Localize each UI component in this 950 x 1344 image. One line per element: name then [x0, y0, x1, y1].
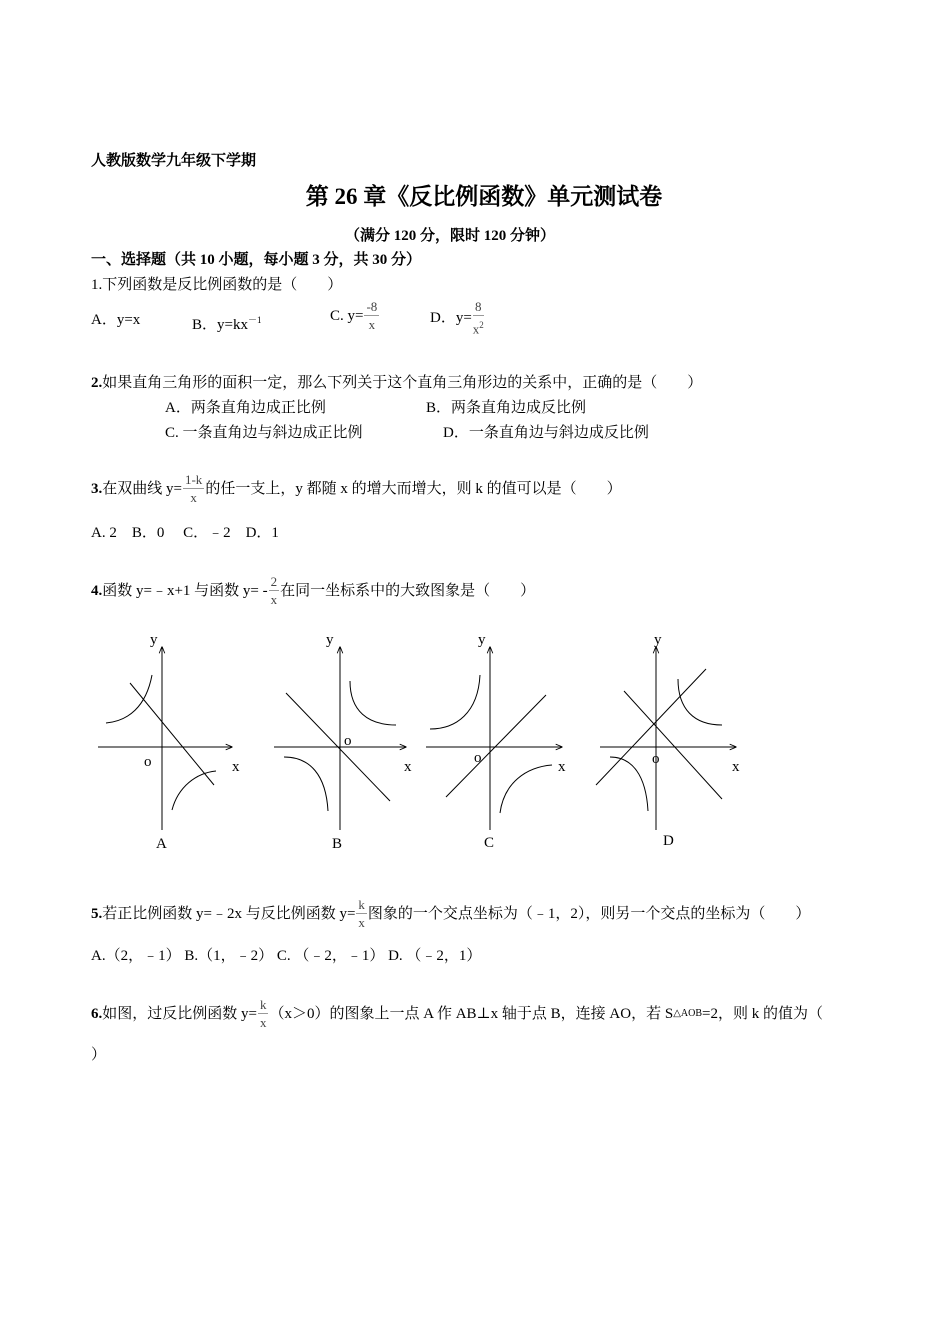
- fraction-denominator: [473, 316, 484, 336]
- x-label: x: [232, 759, 240, 775]
- graph-label: B: [332, 836, 343, 852]
- line-graph: [624, 691, 722, 799]
- origin-label: o: [652, 751, 660, 767]
- fraction-denominator: x: [259, 1015, 267, 1030]
- line-graph: [596, 669, 706, 785]
- x-label: x: [558, 759, 566, 775]
- q1-option-b-exponent: －1: [247, 315, 262, 325]
- hyperbola-branch: [430, 675, 480, 729]
- question-6-wrap: ）: [91, 1047, 107, 1063]
- q5-options: A.（2，﹣1） B.（1，﹣2） C. （﹣2，﹣1） D. （﹣2，1）: [91, 948, 482, 964]
- hyperbola-branch: [284, 757, 328, 811]
- q1-option-c-text: C. y=: [330, 308, 364, 324]
- q1-option-c-fraction: [364, 300, 379, 332]
- q4-graphs: [80, 625, 760, 865]
- question-text-end: =2，则 k 的值为（: [702, 1006, 823, 1022]
- question-1-stem: 1.下列函数是反比例函数的是（ ）: [91, 277, 343, 293]
- fraction-numerator: k: [259, 997, 267, 1012]
- hyperbola-branch: [350, 681, 396, 725]
- question-3-stem: [91, 473, 622, 505]
- question-6-stem: [91, 998, 823, 1030]
- fraction-denominator: x: [358, 915, 365, 930]
- q2-option-b: B．两条直角边成反比例: [426, 400, 587, 416]
- line-graph: [446, 695, 546, 797]
- q1-option-b: [192, 311, 261, 334]
- question-number: 4.: [91, 583, 103, 599]
- origin-label: o: [144, 754, 152, 770]
- q1-option-d-fraction: [473, 300, 484, 336]
- x-label: x: [732, 759, 740, 775]
- origin-label: o: [344, 733, 352, 749]
- y-label: y: [478, 632, 486, 648]
- graph-b: [274, 632, 412, 852]
- question-number: 5.: [91, 906, 103, 922]
- q2-option-c: C. 一条直角边与斜边成正比例: [165, 425, 363, 441]
- fraction-numerator: 2: [270, 574, 278, 589]
- hyperbola-branch: [500, 765, 552, 813]
- graph-label: C: [484, 835, 495, 851]
- q4-fraction: [269, 575, 280, 607]
- line-graph: [130, 683, 214, 785]
- question-text-cont: 图象的一个交点坐标为（﹣1，2），则另一个交点的坐标为（ ）: [367, 906, 811, 922]
- question-text: 在双曲线 y=: [102, 481, 182, 497]
- denominator-exponent: 2: [479, 320, 484, 330]
- graph-d: [596, 632, 740, 849]
- question-text: 函数 y=﹣x+1 与函数 y= -: [102, 583, 268, 599]
- question-number: 6.: [91, 1006, 103, 1022]
- document-subtitle: 人教版数学九年级下学期: [91, 153, 257, 169]
- question-text: 如果直角三角形的面积一定，那么下列关于这个直角三角形边的关系中，正确的是（ ）: [102, 375, 703, 391]
- fraction-numerator: k: [358, 897, 365, 912]
- area-subscript: △AOB: [673, 1008, 702, 1019]
- question-number: 2.: [91, 375, 103, 391]
- document-title: 第 26 章《反比例函数》单元测试卷: [305, 184, 663, 209]
- graph-c: [426, 632, 566, 851]
- q6-fraction: [258, 998, 269, 1030]
- fraction-numerator: -8: [366, 299, 378, 314]
- question-text: 若正比例函数 y=﹣2x 与反比例函数 y=: [102, 906, 356, 922]
- question-text-cont: 在同一坐标系中的大致图象是（ ）: [280, 583, 536, 599]
- fraction-denominator: x: [368, 317, 376, 332]
- q2-option-d: D．一条直角边与斜边成反比例: [443, 425, 649, 441]
- fraction-numerator: 1-k: [184, 472, 203, 487]
- question-text-cont: 的任一支上，y 都随 x 的增大而增大，则 k 的值可以是（ ）: [205, 481, 622, 497]
- hyperbola-branch: [106, 675, 152, 723]
- y-label: y: [150, 632, 158, 648]
- q1-option-d-text: D．y=: [430, 310, 472, 327]
- graph-label: A: [156, 836, 167, 852]
- q1-option-c: [330, 300, 380, 332]
- q1-option-b-text: B．y=kx: [192, 317, 248, 333]
- hyperbola-branch: [172, 771, 216, 810]
- q1-option-a: A．y=x: [91, 312, 141, 328]
- y-label: y: [326, 632, 334, 648]
- y-label: y: [654, 632, 662, 648]
- q3-fraction: [183, 473, 204, 505]
- q3-options: A. 2 B．0 C．﹣2 D．1: [91, 525, 279, 541]
- fraction-numerator: 8: [475, 299, 482, 314]
- section-heading: 一、选择题（共 10 小题，每小题 3 分，共 30 分）: [91, 252, 422, 268]
- question-number: 3.: [91, 481, 103, 497]
- hyperbola-branch: [678, 679, 722, 725]
- question-text-cont: （x＞0）的图象上一点 A 作 AB⊥x 轴于点 B，连接 AO，若 S: [269, 1006, 674, 1022]
- question-5-stem: [91, 898, 810, 930]
- q2-option-a: A．两条直角边成正比例: [165, 400, 326, 416]
- origin-label: o: [474, 750, 482, 766]
- fraction-denominator: x: [190, 490, 197, 505]
- fraction-denominator: x: [270, 592, 278, 607]
- hyperbola-branch: [610, 757, 648, 811]
- denominator-base: x: [472, 321, 480, 337]
- score-note: （满分 120 分，限时 120 分钟）: [344, 228, 555, 244]
- question-2-stem: [91, 374, 702, 392]
- graph-label: D: [663, 833, 674, 849]
- q5-fraction: [356, 898, 367, 930]
- x-label: x: [404, 759, 412, 775]
- question-text: 如图，过反比例函数 y=: [102, 1006, 257, 1022]
- question-4-stem: [91, 575, 535, 607]
- q1-option-d: [430, 300, 485, 336]
- graph-a: [98, 632, 240, 852]
